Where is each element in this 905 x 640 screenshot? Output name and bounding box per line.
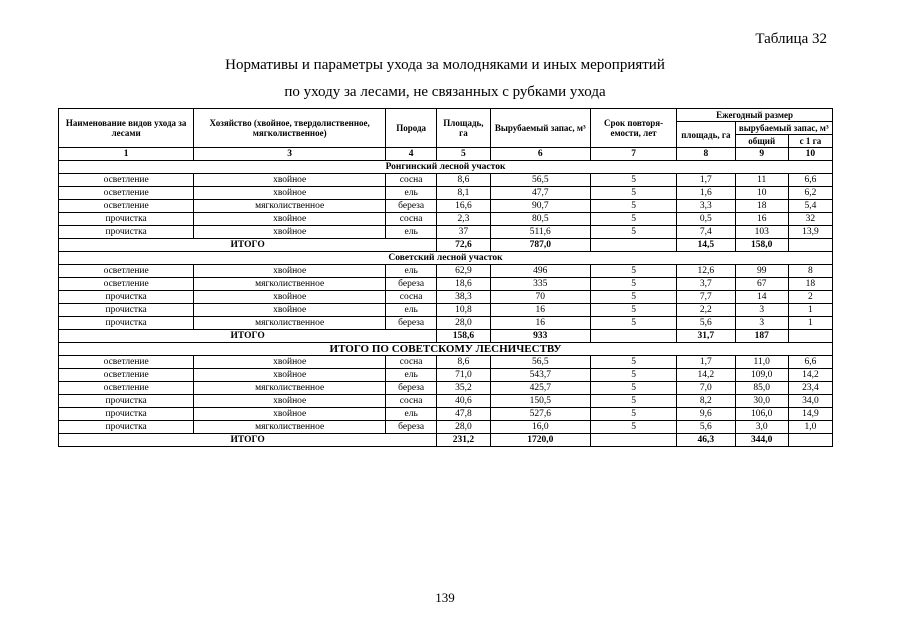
table-cell: 5,6: [677, 317, 735, 330]
total-volume: 933: [490, 330, 590, 343]
total-annual-volume: 158,0: [735, 239, 788, 252]
table-cell: 5: [591, 278, 677, 291]
table-cell: осветление: [59, 200, 194, 213]
header-area: Площадь, га: [437, 109, 490, 148]
table-row: [59, 265, 833, 278]
table-cell: мягколиственное: [194, 278, 386, 291]
header-name: Наименование видов ухода за лесами: [59, 109, 194, 148]
table-cell: 32: [788, 213, 832, 226]
table-row: [59, 278, 833, 291]
table-cell: осветление: [59, 265, 194, 278]
table-cell: 5,6: [677, 421, 735, 434]
table-cell: осветление: [59, 369, 194, 382]
section-title: Советский лесной участок: [59, 252, 833, 265]
table-row: [59, 187, 833, 200]
table-cell: 35,2: [437, 382, 490, 395]
table-cell: 9,6: [677, 408, 735, 421]
total-blank: [591, 239, 677, 252]
table-row: [59, 304, 833, 317]
table-cell: 40,6: [437, 395, 490, 408]
table-row: [59, 382, 833, 395]
table-cell: прочистка: [59, 421, 194, 434]
total-annual-volume: 187: [735, 330, 788, 343]
table-cell: 5: [591, 408, 677, 421]
table-cell: прочистка: [59, 408, 194, 421]
total-label: ИТОГО: [59, 330, 437, 343]
total-annual-area: 14,5: [677, 239, 735, 252]
table-cell: 0,5: [677, 213, 735, 226]
table-cell: 2,2: [677, 304, 735, 317]
table-cell: 5: [591, 395, 677, 408]
table-cell: 425,7: [490, 382, 590, 395]
table-cell: мягколиственное: [194, 317, 386, 330]
table-cell: 3,0: [735, 421, 788, 434]
document-title-line-1: Нормативы и параметры ухода за молодняками и иных мероприятий: [225, 57, 665, 73]
table-cell: сосна: [386, 213, 437, 226]
table-cell: сосна: [386, 395, 437, 408]
table-cell: 5: [591, 174, 677, 187]
header-annual-area: площадь, га: [677, 122, 735, 148]
table-cell: ель: [386, 369, 437, 382]
table-cell: 23,4: [788, 382, 832, 395]
table-cell: береза: [386, 317, 437, 330]
table-cell: 7,0: [677, 382, 735, 395]
header-annual-volume: вырубаемый запас, м³: [735, 122, 832, 135]
header-period: Срок повторя-емости, лет: [591, 109, 677, 148]
column-number-row: [59, 148, 833, 161]
table-cell: 28,0: [437, 421, 490, 434]
table-row: [59, 395, 833, 408]
table-cell: 5: [591, 187, 677, 200]
section-title-row: [59, 161, 833, 174]
table-cell: 5: [591, 291, 677, 304]
table-row: [59, 317, 833, 330]
header-farm: Хозяйство (хвойное, твердолиственное, мягколиственное): [194, 109, 386, 148]
table-cell: 5: [591, 304, 677, 317]
total-blank: [591, 434, 677, 447]
table-cell: 3,7: [677, 278, 735, 291]
table-cell: хвойное: [194, 226, 386, 239]
table-cell: 11,0: [735, 356, 788, 369]
table-cell: 103: [735, 226, 788, 239]
table-cell: 8: [788, 265, 832, 278]
column-number: 6: [490, 148, 590, 161]
table-cell: хвойное: [194, 304, 386, 317]
table-cell: прочистка: [59, 291, 194, 304]
total-volume: 1720,0: [490, 434, 590, 447]
table-cell: 14,9: [788, 408, 832, 421]
table-cell: ель: [386, 226, 437, 239]
total-blank: [591, 330, 677, 343]
table-cell: 1,0: [788, 421, 832, 434]
table-cell: ель: [386, 304, 437, 317]
table-cell: 28,0: [437, 317, 490, 330]
table-cell: мягколиственное: [194, 421, 386, 434]
table-cell: 5: [591, 213, 677, 226]
table-row: [59, 369, 833, 382]
total-row: [59, 239, 833, 252]
table-cell: 335: [490, 278, 590, 291]
table-cell: 1: [788, 317, 832, 330]
total-row: [59, 330, 833, 343]
table-cell: 30,0: [735, 395, 788, 408]
table-cell: 106,0: [735, 408, 788, 421]
table-cell: 2,3: [437, 213, 490, 226]
table-cell: 10: [735, 187, 788, 200]
table-cell: 16,6: [437, 200, 490, 213]
table-cell: прочистка: [59, 226, 194, 239]
table-body: [59, 148, 833, 447]
table-row: [59, 226, 833, 239]
table-cell: 8,2: [677, 395, 735, 408]
table-cell: хвойное: [194, 174, 386, 187]
header-per-ha: с 1 га: [788, 135, 832, 148]
table-cell: 496: [490, 265, 590, 278]
table-cell: 13,9: [788, 226, 832, 239]
forest-care-table: [58, 108, 833, 447]
table-cell: 5: [591, 200, 677, 213]
table-row: [59, 174, 833, 187]
total-blank: [788, 434, 832, 447]
table-row: [59, 200, 833, 213]
table-cell: хвойное: [194, 265, 386, 278]
table-cell: мягколиственное: [194, 382, 386, 395]
section-title-row: [59, 343, 833, 356]
total-area: 231,2: [437, 434, 490, 447]
table-cell: хвойное: [194, 395, 386, 408]
table-cell: 67: [735, 278, 788, 291]
table-cell: 6,6: [788, 174, 832, 187]
table-cell: 6,6: [788, 356, 832, 369]
table-cell: 12,6: [677, 265, 735, 278]
table-cell: 16: [490, 304, 590, 317]
total-area: 72,6: [437, 239, 490, 252]
table-cell: 14,2: [677, 369, 735, 382]
total-area: 158,6: [437, 330, 490, 343]
table-cell: 70: [490, 291, 590, 304]
table-cell: ель: [386, 408, 437, 421]
table-cell: береза: [386, 278, 437, 291]
column-number: 1: [59, 148, 194, 161]
table-cell: осветление: [59, 187, 194, 200]
total-row: [59, 434, 833, 447]
table-cell: 3: [735, 317, 788, 330]
table-cell: хвойное: [194, 369, 386, 382]
header-volume: Вырубаемый запас, м³: [490, 109, 590, 148]
table-cell: сосна: [386, 356, 437, 369]
table-cell: 71,0: [437, 369, 490, 382]
table-cell: 6,2: [788, 187, 832, 200]
table-cell: осветление: [59, 174, 194, 187]
table-cell: ель: [386, 265, 437, 278]
table-cell: 7,7: [677, 291, 735, 304]
table-cell: хвойное: [194, 291, 386, 304]
total-annual-volume: 344,0: [735, 434, 788, 447]
table-cell: 85,0: [735, 382, 788, 395]
total-blank: [788, 239, 832, 252]
table-cell: 62,9: [437, 265, 490, 278]
table-cell: мягколиственное: [194, 200, 386, 213]
column-number: 3: [194, 148, 386, 161]
total-annual-area: 46,3: [677, 434, 735, 447]
table-cell: 14,2: [788, 369, 832, 382]
table-cell: 5: [591, 226, 677, 239]
total-label: ИТОГО: [59, 239, 437, 252]
table-cell: 1: [788, 304, 832, 317]
table-cell: осветление: [59, 278, 194, 291]
table-cell: 2: [788, 291, 832, 304]
table-cell: 5: [591, 369, 677, 382]
section-title: Ронгинский лесной участок: [59, 161, 833, 174]
table-cell: 37: [437, 226, 490, 239]
table-cell: прочистка: [59, 395, 194, 408]
table-cell: 18: [788, 278, 832, 291]
table-cell: хвойное: [194, 408, 386, 421]
table-cell: 18,6: [437, 278, 490, 291]
table-cell: 543,7: [490, 369, 590, 382]
table-cell: 5: [591, 265, 677, 278]
table-cell: 511,6: [490, 226, 590, 239]
total-blank: [788, 330, 832, 343]
table-row: [59, 408, 833, 421]
table-cell: 109,0: [735, 369, 788, 382]
table-cell: осветление: [59, 382, 194, 395]
table-cell: 5,4: [788, 200, 832, 213]
table-cell: 10,8: [437, 304, 490, 317]
table-cell: 5: [591, 356, 677, 369]
table-cell: 527,6: [490, 408, 590, 421]
table-cell: 1,6: [677, 187, 735, 200]
table-cell: 8,1: [437, 187, 490, 200]
table-cell: 38,3: [437, 291, 490, 304]
column-number: 8: [677, 148, 735, 161]
table-cell: 14: [735, 291, 788, 304]
table-cell: 7,4: [677, 226, 735, 239]
table-cell: 3: [735, 304, 788, 317]
total-annual-area: 31,7: [677, 330, 735, 343]
table-label: Таблица 32: [755, 31, 827, 47]
table-row: [59, 213, 833, 226]
total-label: ИТОГО: [59, 434, 437, 447]
table-cell: сосна: [386, 291, 437, 304]
table-cell: хвойное: [194, 213, 386, 226]
table-cell: прочистка: [59, 304, 194, 317]
table-cell: 3,3: [677, 200, 735, 213]
table-cell: 99: [735, 265, 788, 278]
total-volume: 787,0: [490, 239, 590, 252]
header-total: общий: [735, 135, 788, 148]
table-cell: 150,5: [490, 395, 590, 408]
table-cell: 16: [735, 213, 788, 226]
table-cell: 47,8: [437, 408, 490, 421]
table-cell: прочистка: [59, 317, 194, 330]
table-cell: прочистка: [59, 213, 194, 226]
table-cell: 56,5: [490, 356, 590, 369]
table-cell: хвойное: [194, 356, 386, 369]
table-cell: 1,7: [677, 174, 735, 187]
table-cell: хвойное: [194, 187, 386, 200]
table-row: [59, 291, 833, 304]
table-row: [59, 421, 833, 434]
page-number: 139: [435, 590, 455, 605]
table-cell: 80,5: [490, 213, 590, 226]
table-cell: 5: [591, 421, 677, 434]
table-cell: 18: [735, 200, 788, 213]
section-title: ИТОГО ПО СОВЕТСКОМУ ЛЕСНИЧЕСТВУ: [59, 343, 833, 356]
table-row: [59, 356, 833, 369]
column-number: 10: [788, 148, 832, 161]
column-number: 4: [386, 148, 437, 161]
table-cell: ель: [386, 187, 437, 200]
header-species: Порода: [386, 109, 437, 148]
table-cell: 5: [591, 382, 677, 395]
table-header: [59, 109, 833, 148]
table-cell: 47,7: [490, 187, 590, 200]
table-cell: 16: [490, 317, 590, 330]
table-cell: 34,0: [788, 395, 832, 408]
table-cell: 8,6: [437, 356, 490, 369]
table-cell: осветление: [59, 356, 194, 369]
column-number: 9: [735, 148, 788, 161]
document-title-line-2: по уходу за лесами, не связанных с рубками ухода: [284, 84, 606, 100]
section-title-row: [59, 252, 833, 265]
table-cell: 16,0: [490, 421, 590, 434]
table-cell: береза: [386, 200, 437, 213]
table-cell: сосна: [386, 174, 437, 187]
table-cell: 11: [735, 174, 788, 187]
table-cell: 1,7: [677, 356, 735, 369]
header-annual: Ежегодный размер: [677, 109, 833, 122]
table-cell: 90,7: [490, 200, 590, 213]
table-cell: 8,6: [437, 174, 490, 187]
table-cell: 5: [591, 317, 677, 330]
column-number: 7: [591, 148, 677, 161]
table-cell: береза: [386, 382, 437, 395]
table-cell: береза: [386, 421, 437, 434]
table-cell: 56,5: [490, 174, 590, 187]
column-number: 5: [437, 148, 490, 161]
